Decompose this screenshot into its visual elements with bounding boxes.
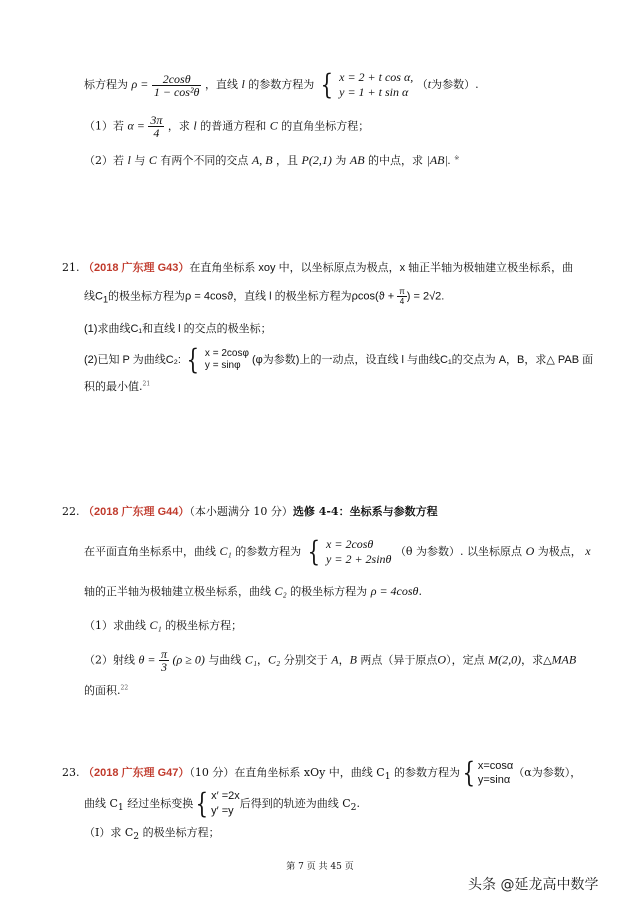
- q22-line-1: 22. （2018 广东理 G44）（本小题满分 10 分）选修 4-4：坐标系与参数方程: [62, 505, 438, 518]
- question-number: 21.: [62, 261, 80, 274]
- q21-line-1: 21. （2018 广东理 G43）在直角坐标系 xoy 中，以坐标原点为极点，x 轴正半轴为极轴建立极坐标系，曲: [62, 261, 574, 274]
- page-footer: 第 7 页 共 45 页: [286, 862, 354, 872]
- brace-icon: {: [320, 68, 333, 101]
- rho-fraction: $\frac{2\cos\theta}{\text{1 − cos²θ}}$: [153, 71, 200, 99]
- q21-line-2: 线$C_1$的极坐标方程为ρ = 4cosϑ，直线 l 的极坐标方程为ρcos(ϑ + $\frac{\pi}{4}$ ) = 2√2.: [84, 287, 445, 306]
- brace-icon: {: [307, 535, 320, 568]
- question-number: 22.: [62, 505, 80, 518]
- intro-text: 标方程为: [84, 78, 128, 91]
- q21-sub-2: (2)已知 P 为曲线C₂: { x = 2cosφ y = sinφ (φ为参数)上的一动点，设直线 l 与曲线C₁的交点为 A，B，求△ PAB 面: [84, 343, 594, 376]
- rho-equation: ρ =: [131, 77, 149, 91]
- intro-question-1: （1）若 α = $\frac{3\pi}{4}$ ，求 l 的普通方程和 C 的直角坐标方程；: [84, 113, 370, 140]
- question-number: 23.: [62, 766, 80, 779]
- q21-sub-1: (1)求曲线C₁和直线 l 的交点的极坐标；: [84, 323, 272, 335]
- param-system: x = 2 + t cos α, y = 1 + t sin α: [339, 70, 414, 99]
- q22-sub-3: 的面积.$^{22}$: [84, 684, 129, 697]
- q23-line-2: 曲线 $C_1$ 经过坐标变换{ x′ =2x y′ =y 后得到的轨迹为曲线 $C_2$.: [84, 787, 360, 820]
- intro-question-2: （2）若 l 与 C 有两个不同的交点 A, B ，且 P(2,1) 为 AB 的中点，求 |AB|. ※: [84, 153, 460, 167]
- q22-sub-1: （1）求曲线 C₁ 的极坐标方程；: [84, 618, 243, 632]
- intro-line-1: 标方程为 ρ = $\frac{2\cos\theta}{\text{1 − cos²θ}}$ ，直线 l 的参数方程为 { x = 2 + t cos α, y = 1 + t sin α （t为参数）.: [84, 68, 479, 101]
- q22-sub-2: （2）射线 θ = $\frac{\pi}{3}$ (ρ ≥ 0) 与曲线 C₁，C₂ 分别交于 A，B 两点（异于原点O），定点 M(2,0)，求△MAB: [84, 647, 577, 674]
- brace-icon: {: [186, 343, 200, 376]
- q22-line-2: 在平面直角坐标系中，曲线 C₁ 的参数方程为 { x = 2cosθ y = 2 + 2sinθ （θ 为参数）. 以坐标原点 O 为极点， x: [84, 535, 591, 568]
- q22-line-3: 轴的正半轴为极轴建立极坐标系，曲线 C₂ 的极坐标方程为 ρ = 4cosθ.: [84, 584, 422, 598]
- q21-sub-3: 积的最小值.$^{21}$: [84, 380, 151, 393]
- source-tag: （2018 广东理 G47）: [83, 767, 190, 779]
- q23-sub-1: （Ⅰ）求 $C_2$ 的极坐标方程；: [84, 826, 220, 843]
- watermark: 头条 @延龙高中数学: [468, 877, 599, 893]
- brace-icon: {: [195, 787, 209, 820]
- source-tag: （2018 广东理 G44）: [83, 506, 190, 518]
- source-tag: （2018 广东理 G43）: [83, 262, 190, 274]
- brace-icon: {: [462, 756, 476, 789]
- q23-line-1: 23. （2018 广东理 G47）（10 分）在直角坐标系 xOy 中，曲线 $C_1$ 的参数方程为{ x=cosα y=sinα （α为参数），: [62, 756, 582, 789]
- alpha-fraction: $\frac{3\pi}{4}$: [150, 113, 163, 140]
